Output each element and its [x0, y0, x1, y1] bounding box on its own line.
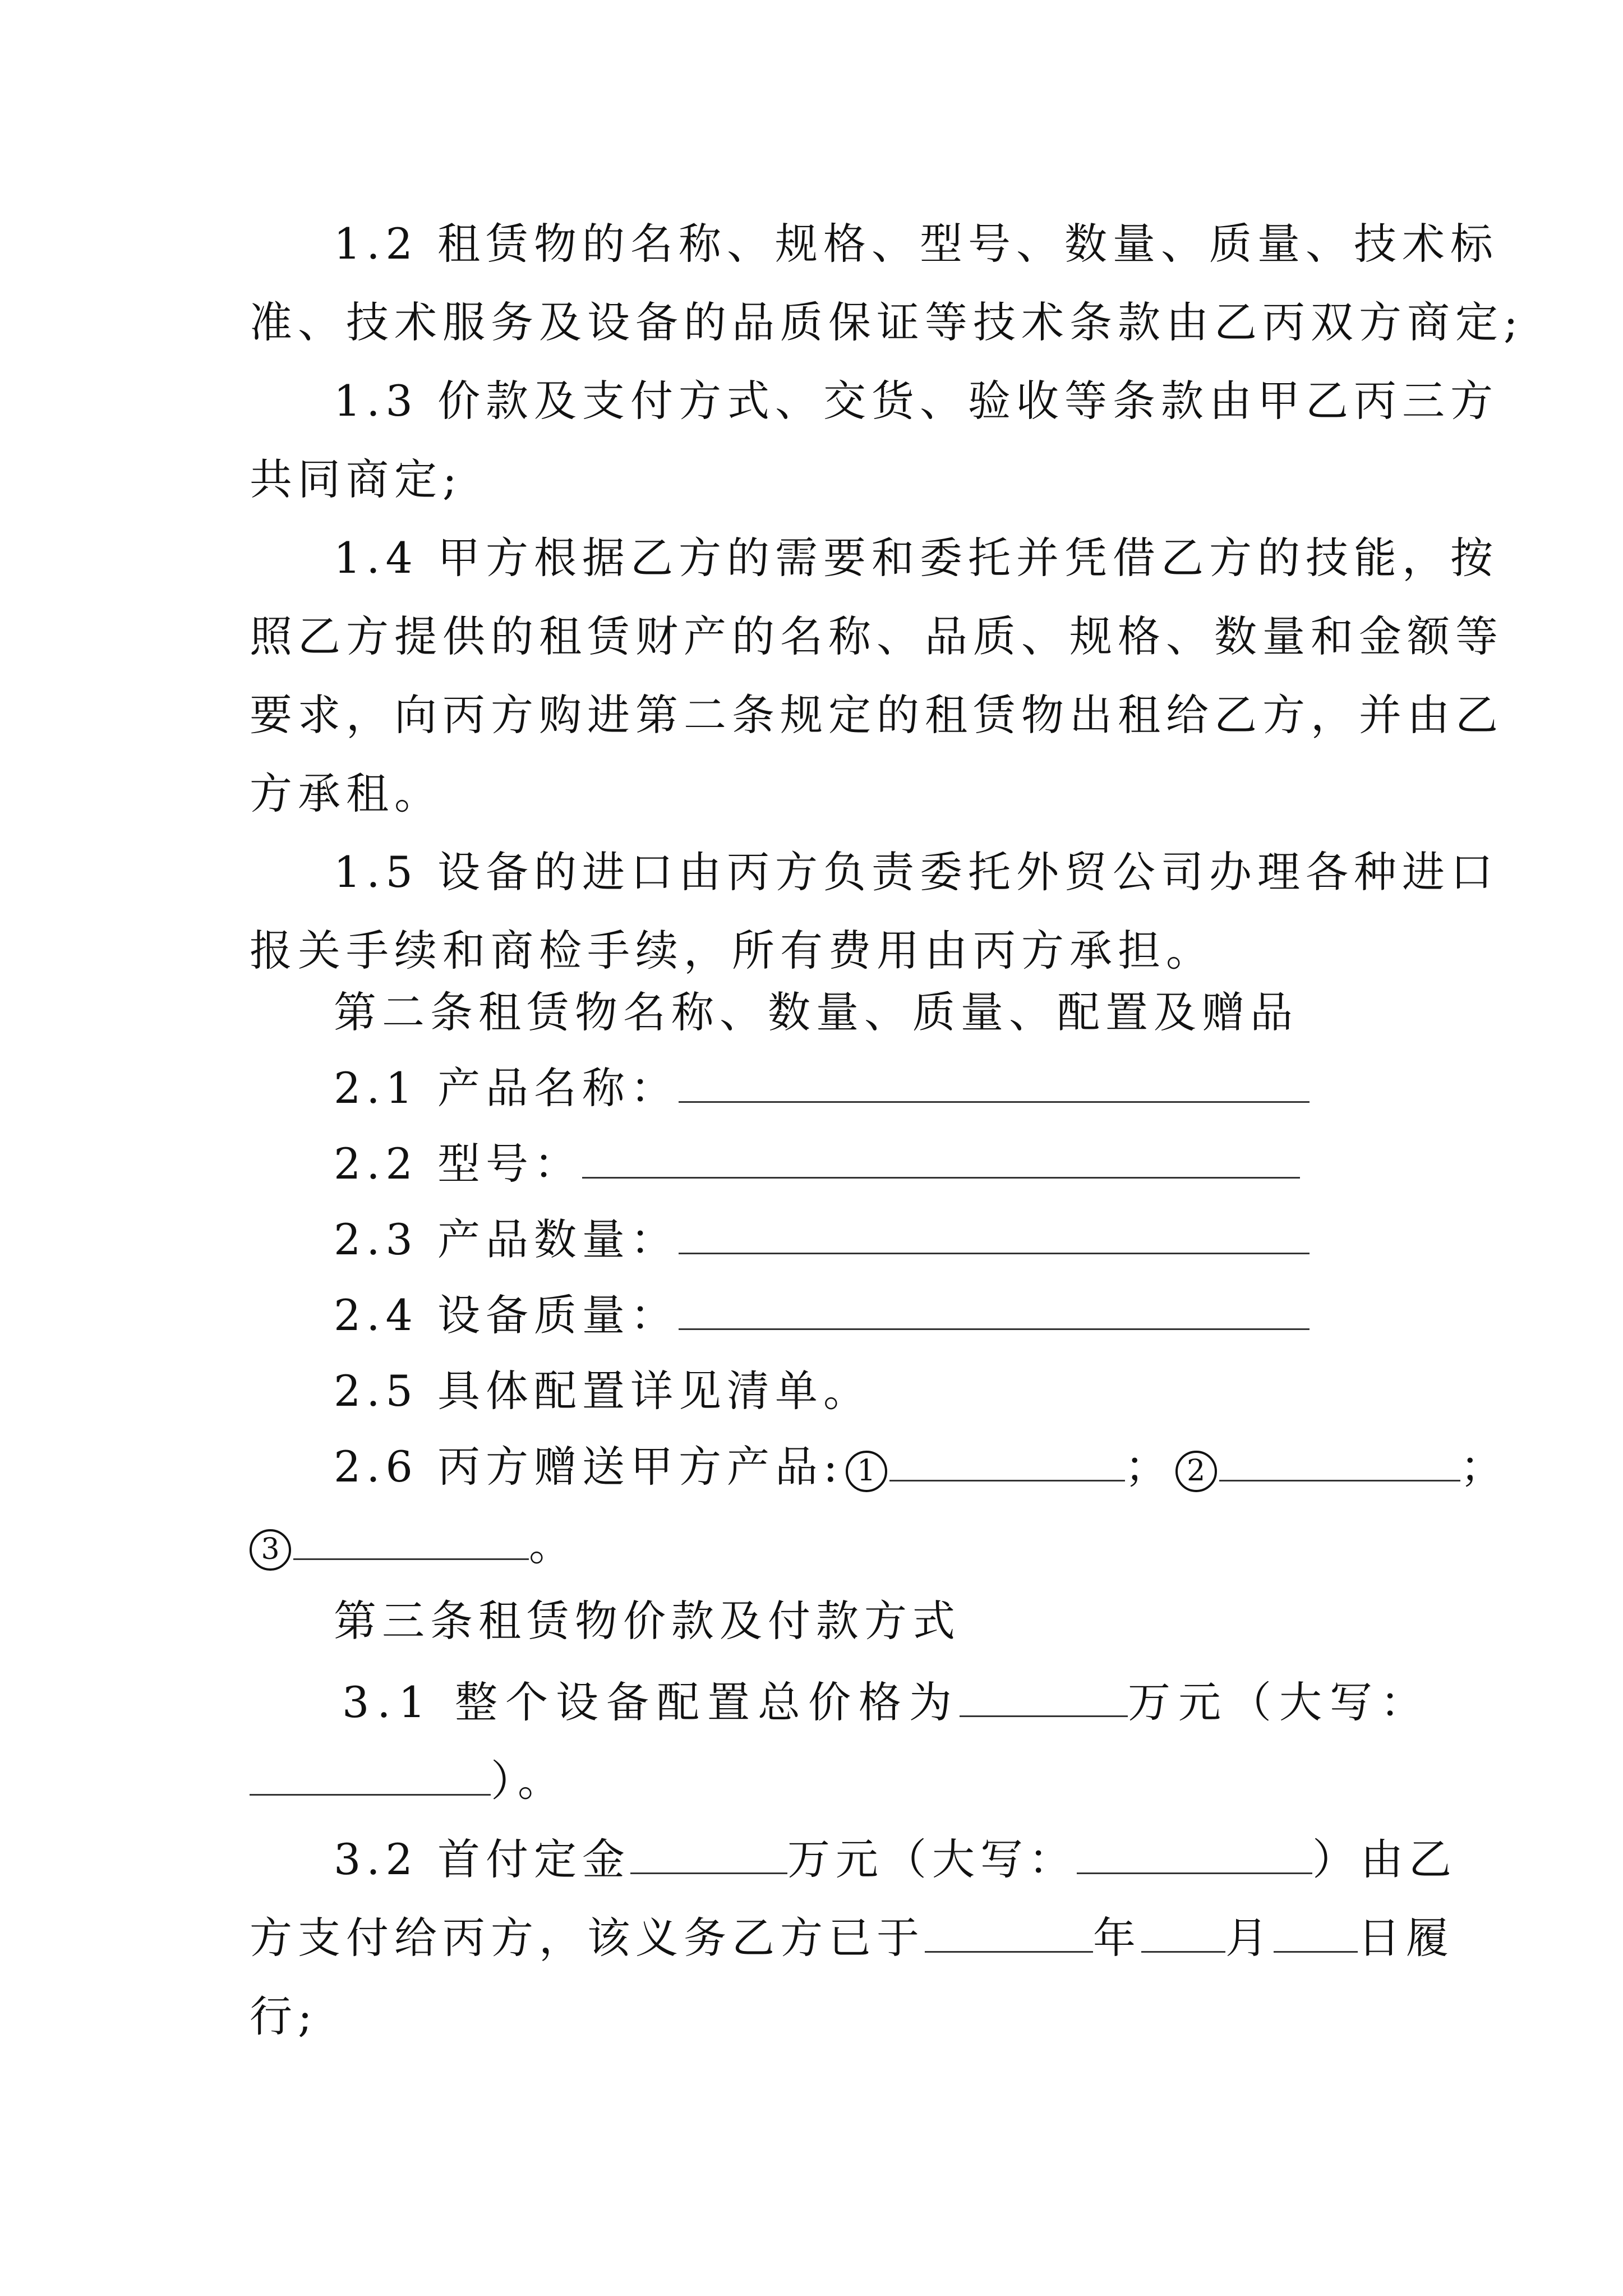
month-blank	[1141, 1912, 1225, 1953]
clause-1-3	[250, 362, 1499, 519]
model-blank	[582, 1138, 1300, 1179]
clause-2-1	[250, 1049, 1391, 1128]
clause-3-2-text3: ）由乙	[1312, 1834, 1458, 1884]
clause-3-1-text1: 3.1 整个设备配置总价格为	[342, 1677, 960, 1727]
clause-2-2-label: 2.2 型号：	[334, 1139, 583, 1189]
article-3-title	[250, 1582, 1391, 1660]
clause-2-2	[250, 1125, 1391, 1203]
clause-1-2-line2: 准、技术服务及设备的品质保证等技术条款由乙丙双方商定;	[250, 297, 1524, 347]
article-3-title-text: 第三条租赁物价款及付款方式	[334, 1596, 961, 1646]
clause-1-4-line2: 照乙方提供的租赁财产的名称、品质、规格、数量和金额等	[250, 611, 1504, 661]
clause-3-2	[250, 1820, 1458, 2056]
clause-3-1-text3: ）。	[491, 1756, 566, 1806]
clause-3-2-text2: 万元（大写：	[787, 1834, 1077, 1884]
clause-2-4-label: 2.4 设备质量：	[334, 1290, 679, 1340]
deposit-words-blank	[1077, 1833, 1312, 1874]
clause-1-2	[250, 205, 1524, 362]
gift-2-blank	[1219, 1441, 1460, 1481]
end-period: 。	[529, 1520, 577, 1570]
clause-1-3-line1: 1.3 价款及支付方式、交货、验收等条款由甲乙丙三方	[334, 376, 1499, 426]
article-2-title	[250, 973, 1391, 1052]
clause-1-2-line1: 1.2 租赁物的名称、规格、型号、数量、质量、技术标	[334, 219, 1499, 269]
clause-1-3-line2: 共同商定;	[250, 454, 463, 504]
separator: ；	[1460, 1442, 1509, 1492]
day-blank	[1274, 1912, 1358, 1953]
clause-3-2-text4: 方支付给丙方，该义务乙方已于	[250, 1913, 925, 1963]
circled-three-icon: 3	[250, 1529, 291, 1571]
clause-2-3-label: 2.3 产品数量：	[334, 1214, 679, 1264]
separator: ；	[1124, 1442, 1173, 1492]
clause-1-4-line3: 要求，向丙方购进第二条规定的租赁物出租给乙方，并由乙	[250, 690, 1504, 740]
quantity-blank	[679, 1213, 1310, 1254]
clause-1-4-line4: 方承租。	[250, 769, 442, 818]
clause-3-1	[250, 1663, 1431, 1820]
clause-1-4-line1: 1.4 甲方根据乙方的需要和委托并凭借乙方的技能，按	[334, 533, 1499, 583]
clause-2-4	[250, 1276, 1391, 1355]
clause-3-1-text2: 万元（大写：	[1128, 1677, 1431, 1727]
year-blank	[925, 1912, 1093, 1953]
gift-3-blank	[293, 1519, 529, 1560]
total-price-words-blank	[250, 1755, 491, 1796]
clause-1-5-line1: 1.5 设备的进口由丙方负责委托外贸公司办理各种进口	[334, 847, 1499, 897]
clause-1-4	[250, 519, 1504, 833]
quality-blank	[679, 1289, 1310, 1330]
clause-2-5-text: 2.5 具体配置详见清单。	[334, 1366, 872, 1416]
deposit-blank	[630, 1833, 787, 1874]
month-label: 月	[1225, 1913, 1274, 1963]
day-label: 日履	[1358, 1913, 1454, 1963]
document-page	[250, 0, 1524, 2296]
year-label: 年	[1093, 1913, 1141, 1963]
clause-1-5-line2: 报关手续和商检手续，所有费用由丙方承担。	[250, 926, 1214, 976]
circled-one-icon: 1	[846, 1451, 887, 1492]
clause-2-6-label: 2.6 丙方赠送甲方产品:	[334, 1442, 843, 1492]
gift-1-blank	[889, 1441, 1125, 1481]
clause-1-5	[250, 833, 1499, 990]
total-price-blank	[960, 1676, 1128, 1717]
clause-2-6	[250, 1428, 1509, 1585]
circled-two-icon: 2	[1175, 1451, 1217, 1492]
clause-2-5	[250, 1352, 1391, 1430]
clause-2-1-label: 2.1 产品名称：	[334, 1063, 679, 1113]
product-name-blank	[679, 1062, 1310, 1103]
clause-2-3	[250, 1200, 1391, 1279]
article-2-title-text: 第二条租赁物名称、数量、质量、配置及赠品	[334, 987, 1298, 1037]
clause-3-2-line3: 行;	[250, 1991, 318, 2041]
clause-3-2-text1: 3.2 首付定金	[334, 1834, 631, 1884]
